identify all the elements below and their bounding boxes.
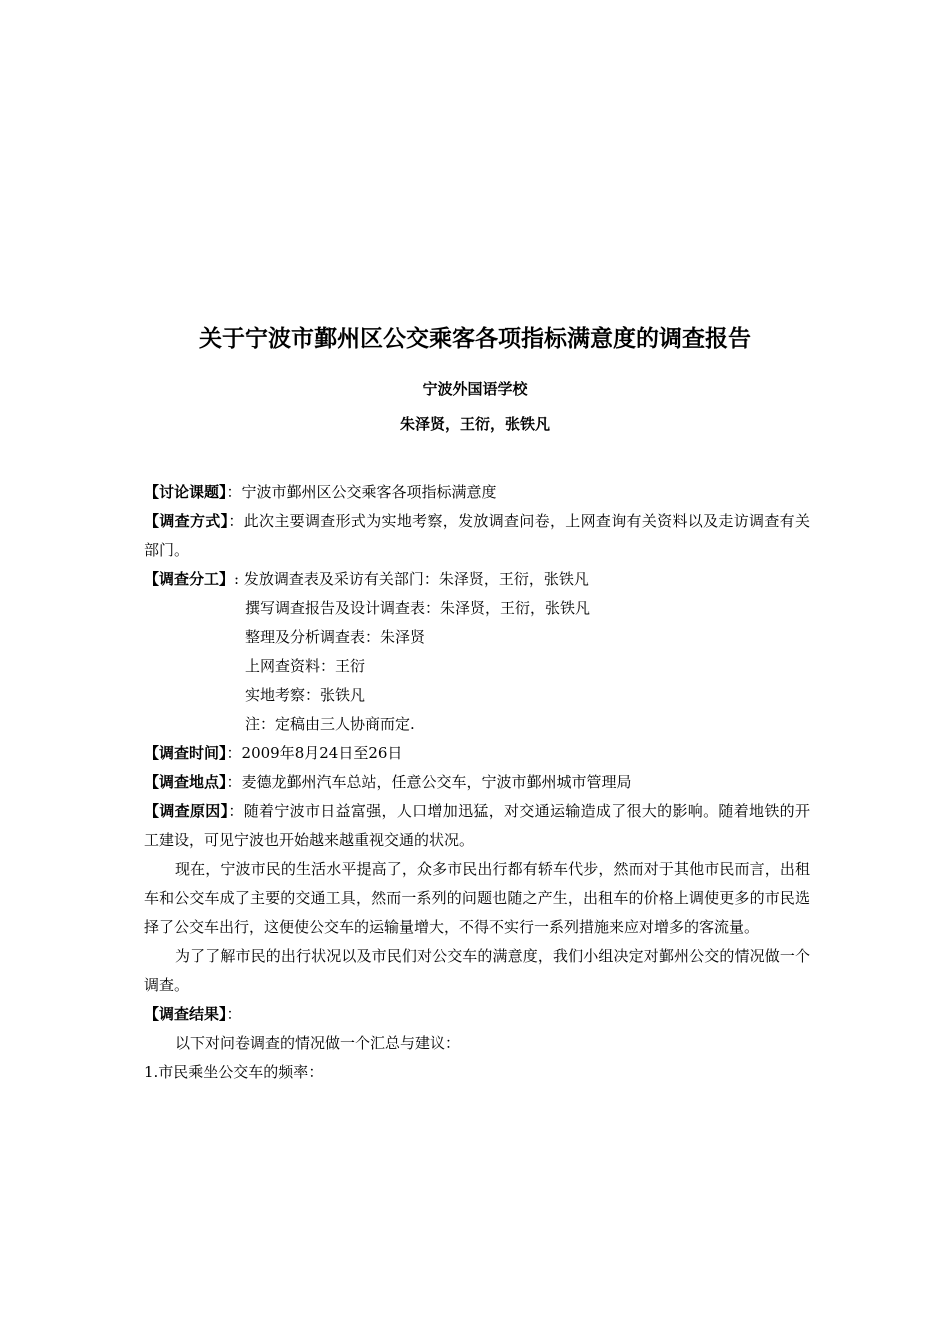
method-paragraph <box>144 507 810 565</box>
place-text: 麦德龙鄞州汽车总站，任意公交车，宁波市鄞州城市管理局 <box>241 773 632 791</box>
division-label: 【调查分工】 <box>144 570 235 588</box>
method-text: 此次主要调查形式为实地考察，发放调查问卷，上网查询有关资料以及走访调查有关部门。 <box>144 512 810 559</box>
division-line <box>144 565 810 594</box>
time-text: 2009年8月24日至26日 <box>241 744 403 762</box>
result-label: 【调查结果】 <box>144 1005 227 1023</box>
place-line <box>144 768 810 797</box>
result-sep: ： <box>226 1005 242 1023</box>
division-item: 实地考察：张铁凡 <box>245 686 366 704</box>
report-body <box>144 478 810 1087</box>
place-label: 【调查地点】 <box>144 773 227 791</box>
reason-paragraph-3: 为了了解市民的出行状况以及市民们对公交车的满意度，我们小组决定对鄞州公交的情况做一个调查。 <box>144 947 810 994</box>
division-item: 整理及分析调查表：朱泽贤 <box>245 628 426 646</box>
result-line <box>144 1000 810 1029</box>
time-sep: ： <box>226 744 242 762</box>
result-intro: 以下对问卷调查的情况做一个汇总与建议： <box>175 1034 461 1052</box>
place-sep: ： <box>226 773 242 791</box>
division-item: 上网查资料：王衍 <box>245 657 366 675</box>
reason-paragraph-2: 现在，宁波市民的生活水平提高了，众多市民出行都有轿车代步，然而对于其他市民而言，出租车和公交车成了主要的交通工具，然而一系列的问题也随之产生，出租车的价格上调使更多的市民选择了公交车出行，这便使公交车的运输量增大，不得不实行一系列措施来应对增多的客流量。 <box>144 860 810 936</box>
reason-text: 随着宁波市日益富强，人口增加迅猛，对交通运输造成了很大的影响。随着地铁的开工建设，可见宁波也开始越来越重视交通的状况。 <box>144 802 810 849</box>
authors: 朱泽贤，王衍，张铁凡 <box>399 415 550 433</box>
method-label: 【调查方式】 <box>144 512 229 530</box>
reason-sep: ： <box>228 802 244 820</box>
time-label: 【调查时间】 <box>144 744 227 762</box>
time-line <box>144 739 810 768</box>
school-name: 宁波外国语学校 <box>422 380 528 398</box>
reason-paragraph <box>144 797 810 855</box>
division-note: 注：定稿由三人协商而定. <box>245 715 415 733</box>
topic-label: 【讨论课题】 <box>144 483 227 501</box>
reason-label: 【调查原因】 <box>144 802 229 820</box>
method-sep: ： <box>228 512 244 530</box>
topic-line <box>144 478 810 507</box>
report-title: 关于宁波市鄞州区公交乘客各项指标满意度的调查报告 <box>199 326 751 352</box>
division-item: 撰写调查报告及设计调查表：朱泽贤，王衍，张铁凡 <box>245 599 591 617</box>
division-sep: : <box>234 570 244 588</box>
topic-text: 宁波市鄞州区公交乘客各项指标满意度 <box>241 483 497 501</box>
result-item-1: 1.市民乘坐公交车的频率： <box>144 1063 324 1081</box>
division-item: 发放调查表及采访有关部门：朱泽贤，王衍，张铁凡 <box>243 570 589 588</box>
topic-sep: ： <box>226 483 242 501</box>
